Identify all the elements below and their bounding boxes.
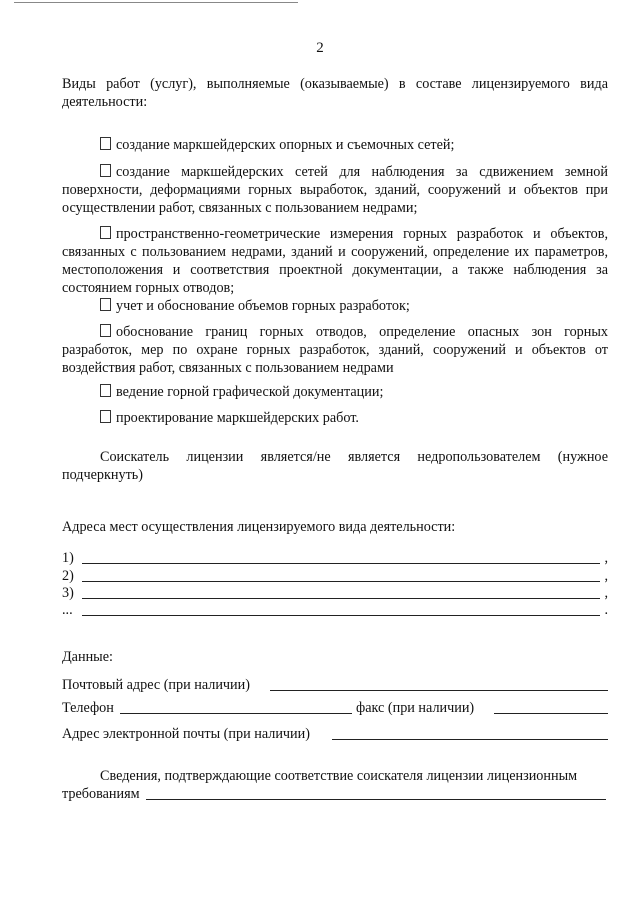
email-row xyxy=(62,725,608,743)
email-line[interactable] xyxy=(332,739,608,740)
checkbox[interactable] xyxy=(100,384,111,397)
work-item xyxy=(62,297,608,315)
work-item xyxy=(62,409,608,427)
checkbox[interactable] xyxy=(100,164,111,177)
address-row-label: 3) xyxy=(62,585,74,601)
work-item xyxy=(62,323,608,377)
address-input-line[interactable] xyxy=(82,598,600,599)
work-item xyxy=(62,136,608,154)
work-item xyxy=(62,383,608,401)
page-number: 2 xyxy=(316,40,324,56)
postal-address-label: Почтовый адрес (при наличии) xyxy=(62,677,250,693)
postal-address-line[interactable] xyxy=(270,690,608,691)
postal-address-row xyxy=(62,676,608,694)
applicant-status-text: Соискатель лицензии является/не является недропользователем (нужное подчеркнуть) xyxy=(62,449,608,483)
checkbox[interactable] xyxy=(100,410,111,423)
address-row-label: 2) xyxy=(62,568,74,584)
address-input-line[interactable] xyxy=(82,563,600,564)
address-input-line[interactable] xyxy=(82,615,600,616)
address-row-label: 1) xyxy=(62,550,74,566)
phone-line[interactable] xyxy=(120,713,352,714)
top-divider xyxy=(14,2,298,3)
work-item-text: проектирование маркшейдерских работ. xyxy=(116,410,359,426)
address-row-label: ... xyxy=(62,602,73,618)
address-input-line[interactable] xyxy=(82,581,600,582)
phone-label: Телефон xyxy=(62,700,114,716)
address-row xyxy=(62,567,610,585)
compliance-line[interactable] xyxy=(146,799,606,800)
address-row xyxy=(62,549,610,567)
address-row-end: , xyxy=(604,550,608,566)
address-row xyxy=(62,601,610,619)
work-item-text: пространственно-геометрические измерения горных разработок и объектов, связанных с пользованием недрами, зданий и сооружений, определение их параметров, местоположения и соответствия проектной документации, а также наблюдения за состоянием горных отводов; xyxy=(62,226,608,296)
work-item-text: обоснование границ горных отводов, определение опасных зон горных разработок, мер по охране горных разработок, зданий, сооружений и объектов от воздействия работ, связанных с пользованием недрами xyxy=(62,324,608,376)
address-row-end: , xyxy=(604,585,608,601)
work-item-text: ведение горной графической документации; xyxy=(116,384,384,400)
work-item-text: учет и обоснование объемов горных разработок; xyxy=(116,298,410,314)
fax-line[interactable] xyxy=(494,713,608,714)
work-types-intro: Виды работ (услуг), выполняемые (оказываемые) в составе лицензируемого вида деятельности: xyxy=(62,76,608,110)
fax-label: факс (при наличии) xyxy=(356,700,475,716)
contacts-heading: Данные: xyxy=(62,649,113,665)
compliance-line-1: Сведения, подтверждающие соответствие соискателя лицензии лицензионным xyxy=(100,768,578,784)
checkbox[interactable] xyxy=(100,298,111,311)
addresses-heading: Адреса мест осуществления лицензируемого вида деятельности: xyxy=(62,519,456,535)
work-item-text: создание маркшейдерских сетей для наблюдения за сдвижением земной поверхности, деформациями горных выработок, зданий, сооружений и объектов при осуществлении работ, связанных с пользованием недрами; xyxy=(62,164,608,216)
compliance-row xyxy=(62,785,608,803)
checkbox[interactable] xyxy=(100,137,111,150)
address-row-end: , xyxy=(604,568,608,584)
address-row xyxy=(62,584,610,602)
work-item xyxy=(62,225,608,297)
work-item xyxy=(62,163,608,217)
phone-fax-row xyxy=(62,699,608,717)
work-item-text: создание маркшейдерских опорных и съемочных сетей; xyxy=(116,137,455,153)
address-row-end: . xyxy=(604,602,608,618)
email-label: Адрес электронной почты (при наличии) xyxy=(62,726,310,742)
compliance-line-2: требованиям xyxy=(62,786,140,802)
checkbox[interactable] xyxy=(100,324,111,337)
checkbox[interactable] xyxy=(100,226,111,239)
